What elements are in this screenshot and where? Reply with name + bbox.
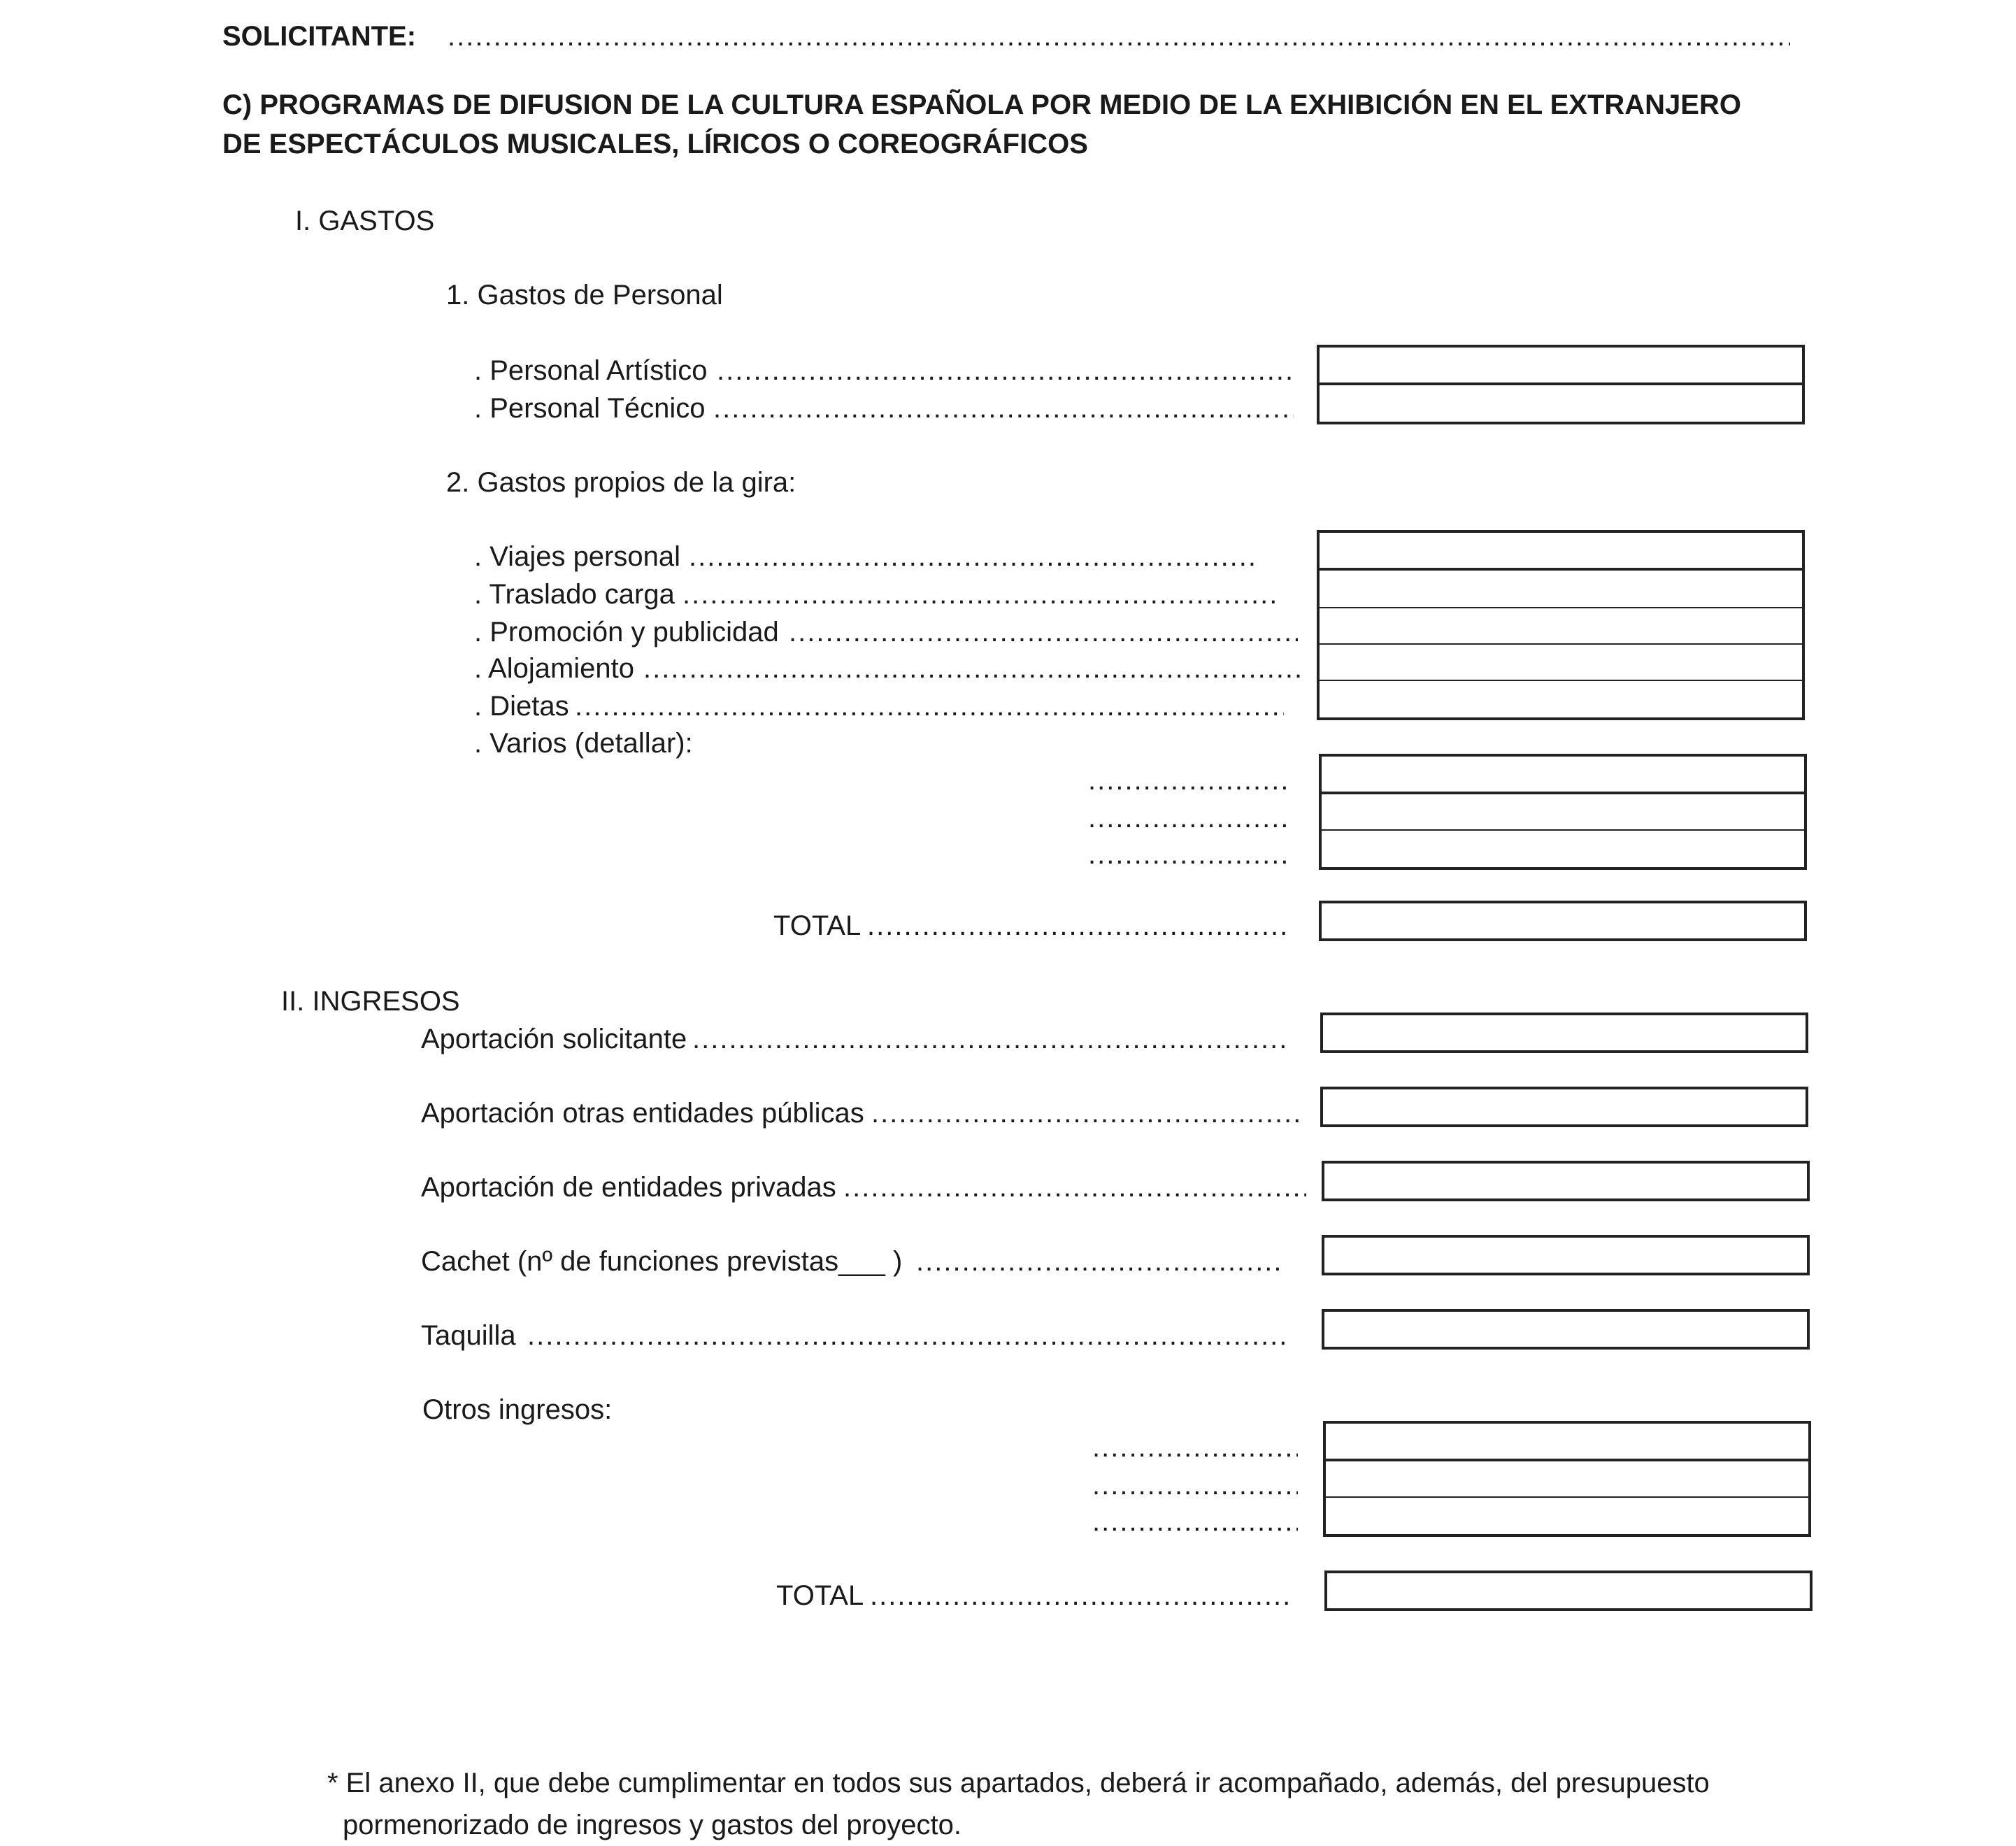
amount-box-otros-3[interactable] [1323,1496,1811,1537]
item-aportacion-solicitante: Aportación solicitante [421,1024,687,1054]
solicitante-field[interactable] [448,22,1790,50]
item-traslado-carga: . Traslado carga [474,579,675,610]
item-varios: . Varios (detallar): [474,728,693,759]
amount-box-otros-2[interactable] [1323,1460,1811,1501]
item-viajes-personal: . Viajes personal [474,541,680,572]
amount-box-aportacion-publicas[interactable] [1320,1087,1808,1127]
amount-box-otros-1[interactable] [1323,1421,1811,1461]
item-personal-artistico: . Personal Artístico [474,355,708,386]
gastos-gira-heading: 2. Gastos propios de la gira: [446,467,796,498]
ingresos-total-label: TOTAL [776,1580,864,1611]
gastos-total-label: TOTAL [773,910,862,941]
amount-box-ingresos-total[interactable] [1324,1570,1813,1611]
amount-box-personal-artistico[interactable] [1317,345,1805,385]
item-aportacion-publicas: Aportación otras entidades públicas [421,1098,864,1129]
amount-box-promocion-publicidad[interactable] [1317,607,1805,647]
amount-box-taquilla[interactable] [1322,1309,1810,1350]
leader-dots [527,1322,1287,1350]
item-personal-tecnico: . Personal Técnico [474,393,706,424]
varios-detail-field-3[interactable] [1088,840,1291,868]
gastos-personal-heading: 1. Gastos de Personal [446,280,723,310]
amount-box-varios-2[interactable] [1319,793,1807,833]
amount-box-viajes-personal[interactable] [1317,530,1805,571]
amount-box-personal-tecnico[interactable] [1317,384,1805,424]
leader-dots [843,1173,1306,1201]
footnote-line1: * El anexo II, que debe cumplimentar en todos sus apartados, deberá ir acompañado, además, del presupuesto [327,1768,1710,1798]
amount-box-cachet[interactable] [1322,1235,1810,1275]
varios-detail-field-2[interactable] [1088,804,1291,832]
footnote-line2: pormenorizado de ingresos y gastos del proyecto. [343,1810,961,1840]
leader-dots [916,1247,1282,1275]
leader-dots [643,654,1305,682]
item-otros-ingresos: Otros ingresos: [422,1394,613,1425]
item-aportacion-privadas: Aportación de entidades privadas [421,1172,836,1203]
leader-dots [713,394,1294,422]
item-taquilla: Taquilla [421,1320,516,1351]
amount-box-aportacion-solicitante[interactable] [1320,1013,1808,1053]
item-cachet: Cachet (nº de funciones previstas___ ) [421,1246,903,1277]
leader-dots [870,1582,1294,1610]
leader-dots [692,1025,1287,1053]
leader-dots [575,692,1284,720]
otros-detail-field-2[interactable] [1092,1471,1298,1499]
leader-dots [789,618,1298,646]
item-alojamiento: . Alojamiento [474,653,635,684]
amount-box-aportacion-privadas[interactable] [1322,1161,1810,1201]
item-promocion-publicidad: . Promoción y publicidad [474,617,779,647]
leader-dots [682,580,1278,608]
solicitante-label: SOLICITANTE: [222,21,417,52]
leader-dots [717,357,1294,385]
amount-box-dietas[interactable] [1317,680,1805,720]
amount-box-gastos-total[interactable] [1319,901,1807,941]
leader-dots [689,543,1255,571]
amount-box-traslado-carga[interactable] [1317,569,1805,610]
item-dietas: . Dietas [474,691,569,722]
otros-detail-field-1[interactable] [1092,1433,1298,1461]
ingresos-heading: II. INGRESOS [281,986,460,1017]
otros-detail-field-3[interactable] [1092,1508,1298,1536]
amount-box-alojamiento[interactable] [1317,643,1805,684]
gastos-heading: I. GASTOS [295,206,435,236]
program-title-line1: C) PROGRAMAS DE DIFUSION DE LA CULTURA ESPAÑOLA POR MEDIO DE LA EXHIBICIÓN EN EL EXTRANJERO [222,90,1741,120]
amount-box-varios-1[interactable] [1319,754,1807,794]
varios-detail-field-1[interactable] [1088,766,1291,794]
program-title-line2: DE ESPECTÁCULOS MUSICALES, LÍRICOS O COREOGRÁFICOS [222,129,1088,159]
leader-dots [867,912,1289,940]
leader-dots [871,1099,1305,1127]
amount-box-varios-3[interactable] [1319,829,1807,870]
